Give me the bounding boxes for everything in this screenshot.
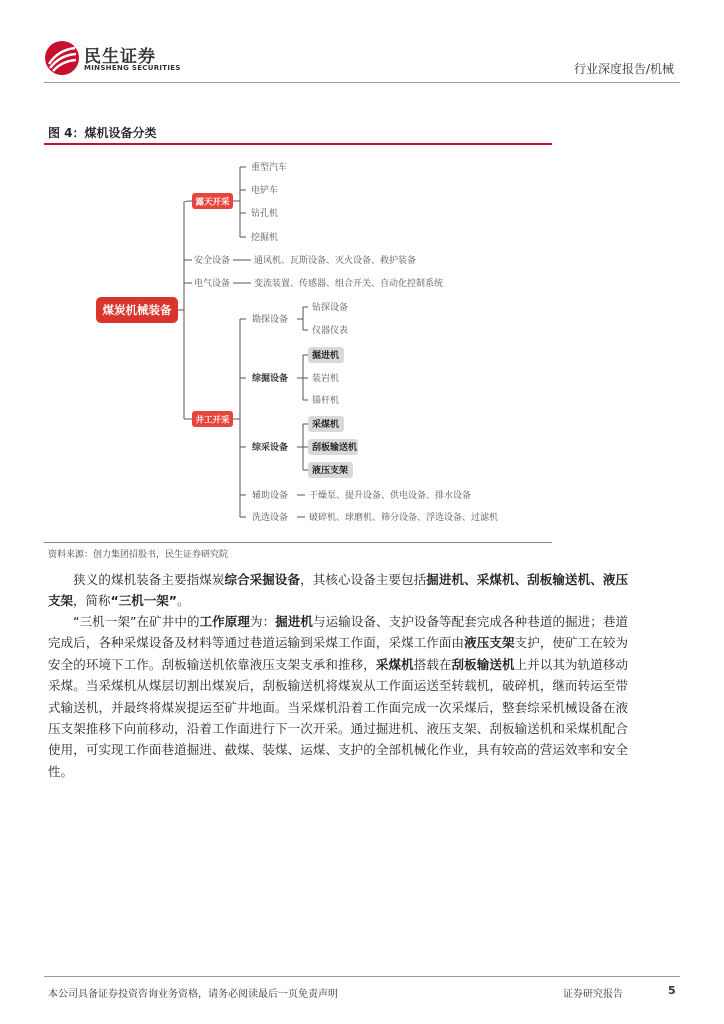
paragraph-2 [48, 611, 628, 782]
safety-items: 通风机、瓦斯设备、灭火设备、救护装备 [254, 256, 417, 266]
open-pit-item: 电铲车 [251, 186, 279, 196]
tunneling-label: 综掘设备 [252, 374, 289, 384]
mining-item: 采煤机 [312, 420, 340, 430]
p2-run: 为： [250, 614, 276, 629]
paragraph-1-content [48, 572, 628, 608]
mining-item: 液压支架 [312, 466, 349, 476]
p2-run: 刮板输送机 [451, 656, 515, 672]
logo-english-name: MINSHENG SECURITIES [84, 64, 181, 72]
footer-report-label: 证券研究报告 [563, 989, 623, 1000]
processing-label: 洗选设备 [252, 513, 289, 523]
figure-source: 资料来源：创力集团招股书，民生证券研究院 [48, 550, 229, 560]
p2-run: 掘进机 [275, 614, 314, 629]
open-pit-item: 钻孔机 [251, 209, 279, 219]
processing-items: 破碎机、球磨机、筛分设备、浮选设备、过滤机 [309, 513, 499, 523]
p1-run: 综合采掘设备 [224, 572, 301, 587]
branch-safety-label: 安全设备 [194, 256, 231, 266]
exploration-item: 仪器仪表 [312, 326, 349, 336]
exploration-label: 勘探设备 [252, 315, 289, 325]
branch-underground-label: 井工开采 [195, 415, 230, 426]
figure-title: 图 4：煤机设备分类 [48, 126, 157, 140]
p1-run: “三机一架” [110, 593, 177, 609]
page-number: 5 [668, 984, 676, 997]
mining-item: 刮板输送机 [312, 443, 358, 453]
branch-open-pit-label: 露天开采 [195, 197, 230, 208]
p1-run: 掘进机、采煤机、刮板输送机、液压支架 [48, 572, 628, 609]
p2-run: “三机一架”在矿井中的 [73, 614, 200, 629]
electrical-items: 变流装置、传感器、组合开关、自动化控制系统 [254, 279, 444, 289]
footer-disclaimer: 本公司具备证券投资咨询业务资格，请务必阅读最后一页免责声明 [48, 989, 338, 1000]
p1-run: ，简称 [73, 593, 111, 609]
tunneling-item: 锚杆机 [312, 396, 340, 406]
figure-bottom-rule [44, 542, 552, 543]
p2-run: 搭载在 [413, 656, 452, 672]
footer-divider [44, 976, 680, 977]
logo-chinese-name: 民生证券 [84, 47, 156, 67]
root-label: 煤炭机械装备 [102, 303, 172, 317]
tunneling-item: 掘进机 [312, 351, 340, 361]
open-pit-item: 挖掘机 [251, 233, 279, 243]
p2-run: 与运输设备、支护设备等配套完成各种巷道的掘进；巷道完成后，各种采煤设备及材料等通过巷道运输到采煤工作面，采煤工作面由 [48, 614, 628, 651]
report-type: 行业深度报告/机械 [573, 62, 674, 76]
auxiliary-label: 辅助设备 [252, 491, 289, 501]
p1-run: ，其核心设备主要包括 [300, 572, 427, 587]
p2-run: 上并以其为轨道移动采煤。当采煤机从煤层切割出煤炭后，刮板输送机将煤炭从工作面运送至转载机，破碎机，继而转运至带式输送机，并最终将煤炭提运至矿井地面。当采煤机沿着工作面完成一次采煤后，整套综采机械设备在液压支架推移下向前移动，沿着工作面进行下一次开采。通过掘进机、液压支架、刮板输送机和采煤机配合使用，可实现工作面巷道掘进、截煤、装煤、运煤、支护的全部机械化作业，具有较高的营运效率和安全性。 [48, 656, 628, 779]
paragraph-2-content [48, 614, 628, 779]
mining-label: 综采设备 [252, 443, 289, 453]
exploration-item: 钻探设备 [312, 303, 349, 313]
p1-run: 。 [176, 593, 190, 609]
p2-run: 工作原理 [199, 614, 250, 629]
p2-run: 液压支架 [464, 635, 515, 651]
p1-run: 狭义的煤机装备主要指煤炭 [73, 572, 225, 587]
p2-run: 支护，使矿工在较为安全的环境下工作。刮板输送机依靠液压支架支承和推移， [48, 635, 628, 672]
paragraph-1 [48, 569, 628, 612]
branch-electrical-label: 电气设备 [194, 279, 231, 289]
auxiliary-items: 干燥泵、提升设备、供电设备、排水设备 [309, 491, 472, 501]
open-pit-item: 重型汽车 [251, 163, 288, 173]
p2-run: 采煤机 [375, 656, 414, 672]
tunneling-item: 装岩机 [312, 374, 340, 384]
